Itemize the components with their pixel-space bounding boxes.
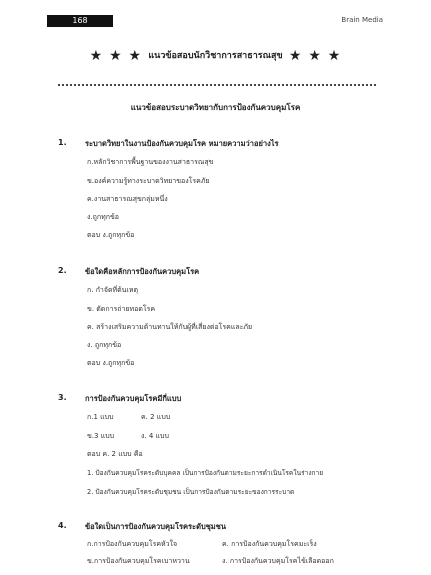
- title-text: แนวข้อสอบนักวิชาการสาธารณสุข: [148, 51, 283, 61]
- question-3-option-b: ข.3 แบบ: [87, 432, 115, 440]
- question-3-number: 3.: [58, 393, 67, 402]
- page-number: 168: [47, 15, 113, 27]
- question-2-option-c: ค. สร้างเสริมความต้านทานให้กับผู้ที่เสี่ยงต่อโรคและภัย: [87, 323, 253, 331]
- question-3-text: การป้องกันควบคุมโรคมีกี่แบบ: [85, 394, 182, 403]
- question-4-number: 4.: [58, 521, 67, 530]
- question-2-option-b: ข. ตัดการถ่ายทอดโรค: [87, 305, 156, 313]
- question-1-option-b: ข.องค์ความรู้ทางระบาดวิทยาของโรคภัย: [87, 177, 210, 185]
- question-1-option-a: ก.หลักวิชาการพื้นฐานของงานสาธารณสุข: [87, 158, 214, 166]
- question-3-answer: ตอบ ค. 2 แบบ คือ: [87, 450, 143, 458]
- section-subtitle: แนวข้อสอบระบาดวิทยากับการป้องกันควบคุมโรค: [130, 103, 301, 112]
- question-4-text: ข้อใดเป็นการป้องกันควบคุมโรคระดับชุมชน: [85, 522, 226, 531]
- question-3-explanation-2: 2. ป้องกันควบคุมโรคระดับชุมชน เป็นการป้องกันตามระยะของการระบาด: [87, 488, 295, 496]
- question-3-explanation-1: 1. ป้องกันควบคุมโรคระดับบุคคล เป็นการป้องกันตามระยะการดำเนินโรคในร่างกาย: [87, 469, 324, 477]
- question-1-option-c: ค.งานสาธารณสุขกลุ่มหนึ่ง: [87, 195, 168, 203]
- question-4-option-b: ข.การป้องกันควบคุมโรคเบาหวาน: [87, 557, 190, 565]
- question-4-option-d: ง. การป้องกันควบคุมโรคไข้เลือดออก: [222, 557, 334, 565]
- question-2-text: ข้อใดคือหลักการป้องกันควบคุมโรค: [85, 267, 200, 276]
- star-icons-left: ★ ★ ★: [89, 48, 143, 64]
- question-2-option-a: ก. กำจัดที่ต้นเหตุ: [87, 286, 139, 294]
- question-1-option-d: ง.ถูกทุกข้อ: [87, 213, 119, 221]
- dotted-divider: [58, 84, 376, 86]
- brand-label: Brain Media: [341, 16, 383, 24]
- question-2-option-d: ง. ถูกทุกข้อ: [87, 341, 122, 349]
- question-2-answer: ตอบ ง.ถูกทุกข้อ: [87, 359, 135, 367]
- question-1-number: 1.: [58, 138, 67, 147]
- question-1-answer: ตอบ ง.ถูกทุกข้อ: [87, 231, 135, 239]
- question-3-option-d: ง. 4 แบบ: [141, 432, 169, 440]
- question-4-option-a: ก.การป้องกันควบคุมโรคหัวใจ: [87, 540, 178, 548]
- question-1-text: ระบาดวิทยาในงานป้องกันควบคุมโรค หมายความว่าอย่างไร: [85, 139, 279, 148]
- star-icons-right: ★ ★ ★: [288, 48, 342, 64]
- question-3-option-a: ก.1 แบบ: [87, 413, 114, 421]
- page-title: [0, 48, 431, 64]
- question-3-option-c: ค. 2 แบบ: [141, 413, 171, 421]
- question-2-number: 2.: [58, 266, 67, 275]
- question-4-option-c: ค. การป้องกันควบคุมโรคมะเร็ง: [222, 540, 317, 548]
